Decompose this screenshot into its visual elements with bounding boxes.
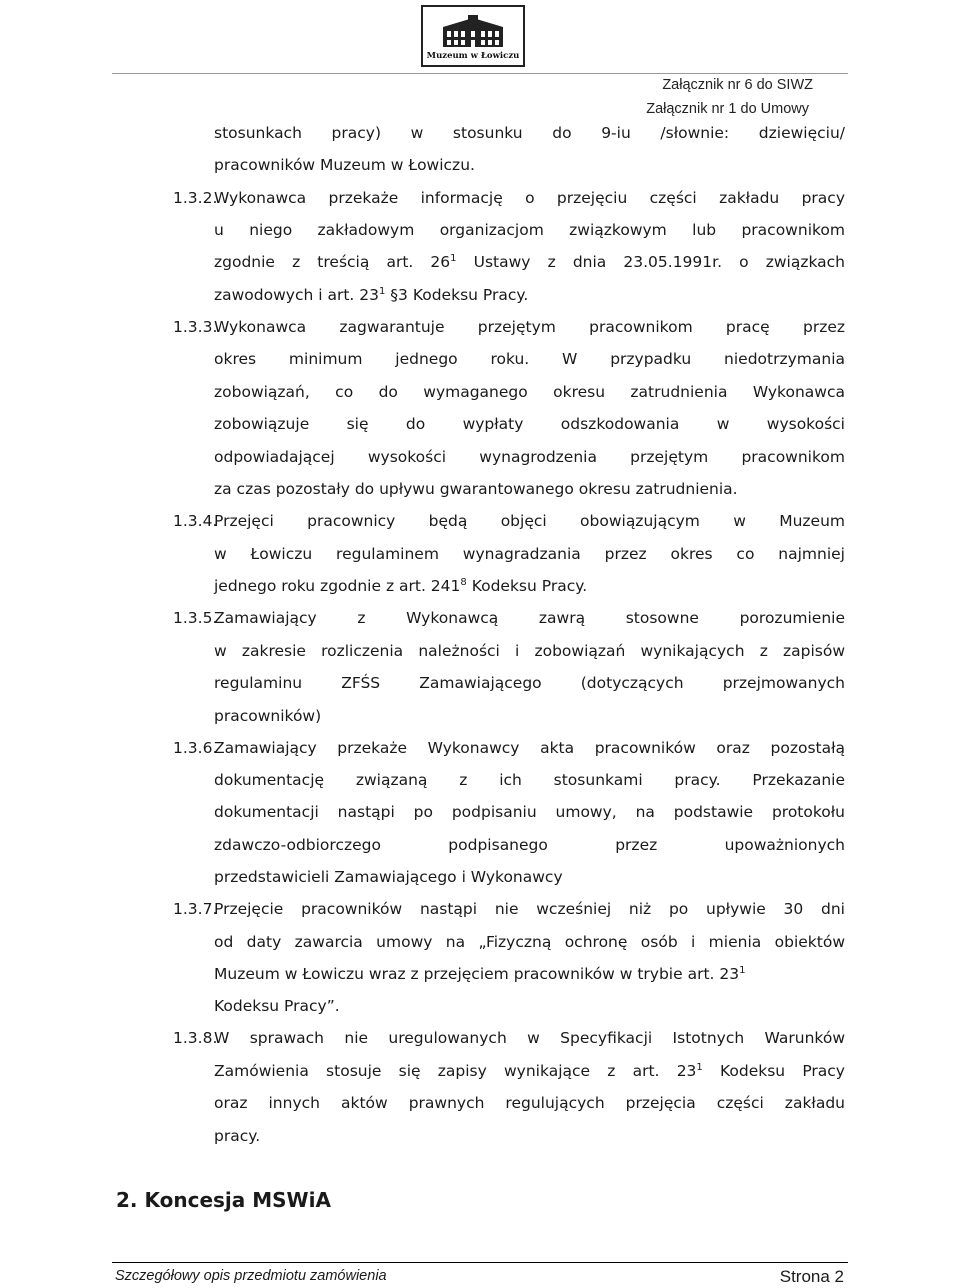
paragraph-line: zobowiązań, co do wymaganego okresu zatrudnienia Wykonawca — [214, 383, 845, 401]
paragraph-line: pracowników Muzeum w Łowiczu. — [214, 156, 475, 174]
museum-building-icon — [441, 15, 505, 49]
text-segment: Kodeksu Pracy. — [466, 577, 588, 595]
paragraph-line: oraz innych aktów prawnych regulujących przejęcia części zakładu — [214, 1094, 845, 1112]
paragraph-line: W sprawach nie uregulowanych w Specyfikacji Istotnych Warunków — [214, 1029, 845, 1047]
paragraph-line: u niego zakładowym organizacjom związkowym lub pracownikom — [214, 221, 845, 239]
paragraph-line: w zakresie rozliczenia należności i zobowiązań wynikających z zapisów — [214, 642, 845, 660]
text-segment: §3 Kodeksu Pracy. — [385, 286, 529, 304]
text-segment: zawodowych i art. 23 — [214, 286, 379, 304]
item-number: 1.3.3. — [173, 318, 218, 336]
superscript: 1 — [739, 965, 746, 976]
superscript: 1 — [450, 253, 457, 264]
paragraph-line: Wykonawca przekaże informację o przejęciu części zakładu pracy — [214, 189, 845, 207]
text-segment: Ustawy z dnia 23.05.1991r. o związkach — [456, 253, 846, 271]
paragraph-line: Kodeksu Pracy”. — [214, 997, 340, 1015]
superscript: 8 — [460, 577, 467, 588]
paragraph-line: od daty zawarcia umowy na „Fizyczną ochronę osób i mienia obiektów — [214, 933, 845, 951]
museum-logo — [421, 5, 525, 67]
text-segment: zgodnie z treścią art. 26 — [214, 253, 451, 271]
paragraph-line: stosunkach pracy) w stosunku do 9-iu /słownie: dziewięciu/ — [214, 124, 845, 142]
paragraph-line: dokumentację związaną z ich stosunkami pracy. Przekazanie — [214, 771, 845, 789]
paragraph-line: zdawczo-odbiorczego podpisanego przez upoważnionych — [214, 836, 845, 854]
header-divider — [112, 73, 848, 74]
logo-text: Muzeum w Łowiczu — [426, 51, 520, 61]
paragraph-line: regulaminu ZFŚS Zamawiającego (dotyczących przejmowanych — [214, 674, 845, 692]
paragraph-line — [214, 965, 745, 983]
paragraph-line: Przejęci pracownicy będą objęci obowiązującym w Muzeum — [214, 512, 845, 530]
page-number: Strona 2 — [779, 1267, 844, 1286]
superscript: 1 — [696, 1062, 703, 1073]
paragraph-line: przedstawicieli Zamawiającego i Wykonawcy — [214, 868, 563, 886]
item-number: 1.3.4. — [173, 512, 218, 530]
superscript: 1 — [379, 286, 386, 297]
item-number: 1.3.5. — [173, 609, 218, 627]
paragraph-line: za czas pozostały do upływu gwarantowanego okresu zatrudnienia. — [214, 480, 738, 498]
item-number: 1.3.2. — [173, 189, 218, 207]
paragraph-line: Wykonawca zagwarantuje przejętym pracownikom pracę przez — [214, 318, 845, 336]
paragraph-line: dokumentacji nastąpi po podpisaniu umowy, na podstawie protokołu — [214, 803, 845, 821]
text-segment: jednego roku zgodnie z art. 241 — [214, 577, 461, 595]
header-attachment-umowa: Załącznik nr 1 do Umowy — [646, 101, 809, 117]
paragraph-line: pracowników) — [214, 707, 322, 725]
item-number: 1.3.8. — [173, 1029, 218, 1047]
paragraph-line: odpowiadającej wysokości wynagrodzenia przejętym pracownikom — [214, 448, 845, 466]
paragraph-line: w Łowiczu regulaminem wynagradzania przez okres co najmniej — [214, 545, 845, 563]
paragraph-line: Zamawiający przekaże Wykonawcy akta pracowników oraz pozostałą — [214, 739, 845, 757]
paragraph-line — [214, 253, 845, 271]
header-attachment-siwz: Załącznik nr 6 do SIWZ — [662, 77, 813, 93]
paragraph-line — [214, 577, 587, 595]
text-segment: Muzeum w Łowiczu wraz z przejęciem pracowników w trybie art. 23 — [214, 965, 740, 983]
paragraph-line: zobowiązuje się do wypłaty odszkodowania w wysokości — [214, 415, 845, 433]
paragraph-line: Zamawiający z Wykonawcą zawrą stosowne porozumienie — [214, 609, 845, 627]
paragraph-line: Przejęcie pracowników nastąpi nie wcześniej niż po upływie 30 dni — [214, 900, 845, 918]
paragraph-line — [214, 286, 528, 304]
section-heading: 2. Koncesja MSWiA — [116, 1188, 331, 1212]
item-number: 1.3.7. — [173, 900, 218, 918]
paragraph-line: pracy. — [214, 1127, 261, 1145]
text-segment: Kodeksu Pracy — [702, 1062, 845, 1080]
item-number: 1.3.6. — [173, 739, 218, 757]
paragraph-line: okres minimum jednego roku. W przypadku niedotrzymania — [214, 350, 845, 368]
footer-document-title: Szczegółowy opis przedmiotu zamówienia — [115, 1268, 387, 1284]
text-segment: Zamówienia stosuje się zapisy wynikające z art. 23 — [214, 1062, 697, 1080]
paragraph-line — [214, 1062, 845, 1080]
footer-divider — [112, 1262, 848, 1263]
